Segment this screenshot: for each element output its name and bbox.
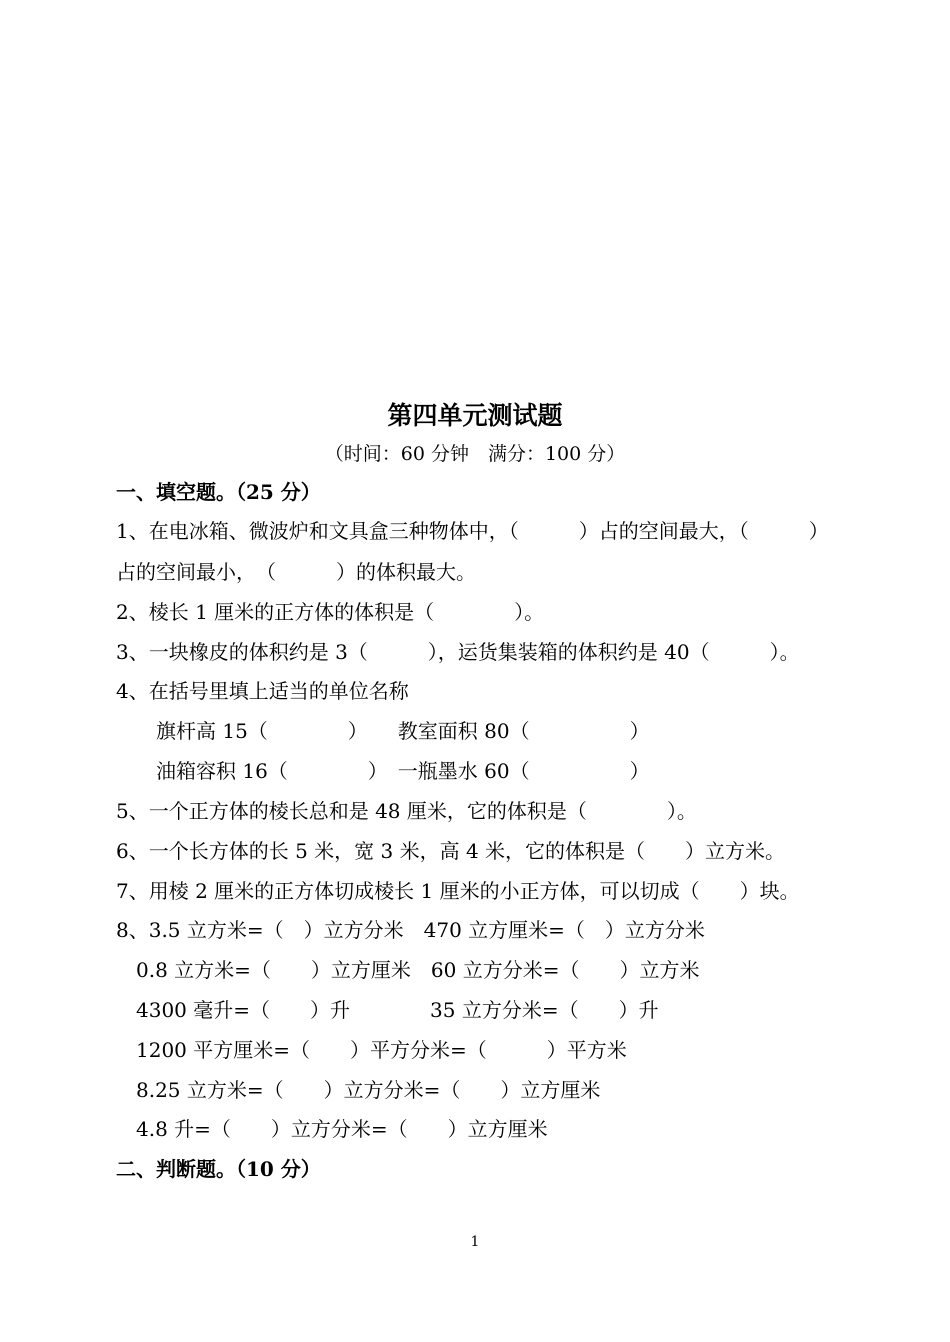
question-line: 5、一个正方体的棱长总和是 48 厘米，它的体积是（ ）。: [116, 799, 697, 823]
page-title: 第四单元测试题: [387, 401, 563, 430]
question-line: 2、棱长 1 厘米的正方体的体积是（ ）。: [116, 600, 545, 624]
question-line: 3、一块橡皮的体积约是 3（ ），运货集装箱的体积约是 40（ ）。: [116, 640, 800, 664]
question-line: 4300 毫升=（ ）升 35 立方分米=（ ）升: [116, 998, 659, 1022]
exam-info: （时间：60 分钟 满分：100 分）: [324, 443, 626, 465]
question-line: 1、在电冰箱、微波炉和文具盒三种物体中，（ ）占的空间最大，（ ）: [116, 519, 829, 543]
question-line: 4、在括号里填上适当的单位名称: [116, 679, 409, 703]
page-number: 1: [470, 1234, 480, 1250]
question-line: 6、一个长方体的长 5 米，宽 3 米，高 4 米，它的体积是（ ）立方米。: [116, 839, 786, 863]
question-line: 1200 平方厘米=（ ）平方分米=（ ）平方米: [116, 1038, 627, 1062]
question-line: 4.8 升=（ ）立方分米=（ ）立方厘米: [116, 1117, 548, 1141]
question-line: 7、用棱 2 厘米的正方体切成棱长 1 厘米的小正方体，可以切成（ ）块。: [116, 879, 800, 903]
question-line: 8、3.5 立方米=（ ）立方分米 470 立方厘米=（ ）立方分米: [116, 918, 705, 942]
question-line: 0.8 立方米=（ ）立方厘米 60 立方分米=（ ）立方米: [116, 958, 700, 982]
section-heading-fill-blank: 一、填空题。（25 分）: [116, 480, 321, 504]
question-line: 油箱容积 16（ ） 一瓶墨水 60（ ）: [116, 759, 650, 783]
section-heading-true-false: 二、判断题。（10 分）: [116, 1157, 321, 1181]
question-line: 占的空间最小， （ ）的体积最大。: [116, 560, 476, 584]
question-line: 8.25 立方米=（ ）立方分米=（ ）立方厘米: [116, 1078, 601, 1102]
question-line: 旗杆高 15（ ） 教室面积 80（ ）: [116, 719, 650, 743]
